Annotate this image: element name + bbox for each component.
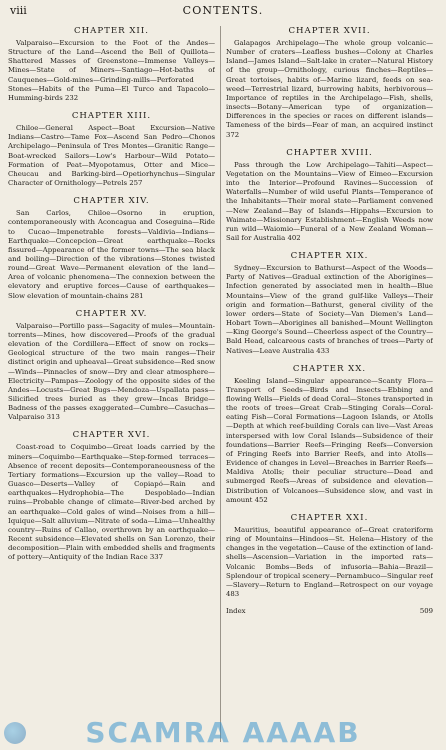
chapter-summary-text: Keeling Island—Singular appearance—Scanty Flora—Transport of Seeds—Birds and Insects—Ebbing and flowing Wells—Fields of dead Coral—Stones transported in the roots of trees—Great Crab—Stinging Corals—Coral-eating Fish—Coral Formations—Lagoon Islands, or Atolls—Depth at which reef-building Corals can live—Vast Areas interspersed with low Coral Islands—Subsidence of their foundations—Barrier Reefs—Fringing Reefs—Conversion of Fringing Reefs into Barrier Reefs, and into Atolls—Evidence of changes in Level—Breaches in Barrier Reefs—Maldiva Atolls; their peculiar structure—Dead and submerged Reefs—Areas of subsidence and elevation—Distribution of Volcanoes—Subsidence slow, and vast in amount	[226, 376, 433, 504]
chapter-page-number: 313	[46, 413, 60, 422]
chapter-title: CHAPTER XV.	[75, 308, 148, 319]
chapter-title: CHAPTER XVIII.	[286, 147, 373, 158]
chapter-page-number: 232	[64, 93, 79, 102]
chapter-page-number: 483	[226, 589, 240, 598]
chapter-page-number: 257	[129, 179, 143, 188]
index-page-number: 509	[419, 607, 433, 616]
chapter-summary-text: Pass through the Low Archipelago—Tahiti—Aspect—Vegetation on the Mountains—View of Eimeo—Excursion into the Interior—Profound Ravines—Succession of Waterfalls—Number of wild useful Plants—Temperance of the Inhabitants—Their moral state—Parliament convened—New Zealand—Bay of Islands—Hippahs—Excursion to Waimate—Missionary Establishment—English Weeds now run wild—Waiomio—Funeral of a New Zealand Woman—Sail for Australia	[226, 160, 433, 242]
chapter-entry	[226, 513, 433, 599]
chapter-summary	[226, 161, 433, 243]
chapter-summary-text: Chiloe—General Aspect—Boat Excursion—Native Indians—Castro—Tame Fox—Ascend San Pedro—Chonos Archipelago—Peninsula of Tres Montes—Granitic Range—Boat-wrecked Sailors—Low's Harbour—Wild Potato—Formation of Peat—Myopotamus, Otter and Mice—Cheucau and Barking-bird—Opetiorhynchus—Singular Character of Ornithology—Petrels	[8, 124, 215, 188]
chapter-summary-text: Sydney—Excursion to Bathurst—Aspect of the Woods—Party of Natives—Gradual extinction of the Aborigines—Infection generated by associated men in health—Blue Mountains—View of the grand gulf-like Valleys—Their origin and formation—Bathurst, general civility of the lower orders—State of Society—Van Diemen's Land—Hobart Town—Aborigines all banished—Mount Wellington—King George's Sound—Cheerless aspect of the Country—Bald Head, calcareous casts of branches of trees—Party of Natives—Leave Australia	[226, 264, 433, 355]
chapter-page-number: 337	[149, 553, 164, 562]
chapter-summary	[226, 377, 433, 505]
chapter-title: CHAPTER XVI.	[72, 430, 151, 441]
chapter-page-number: 402	[287, 233, 301, 242]
chapter-entry	[226, 148, 433, 243]
watermark-globe-icon	[4, 722, 26, 744]
chapter-summary-text: San Carlos, Chiloe—Osorno in eruption, contemporaneously with Aconcagua and Coseguina—Ride to Cucao—Impenetrable forests—Valdivia—Indians—Earthquake—Concepcion—Great earthquake—Rocks fissured—Appearance of the former towns—The sea black and boiling—Direction of the vibrations—Stones twisted round—Great Wave—Permanent elevation of the land—Area of volcanic phenomena—The connexion between the elevatory and eruptive forces—Cause of earthquakes—Slow elevation of mountain-chains	[8, 209, 215, 300]
chapter-summary	[8, 209, 215, 301]
chapter-title: CHAPTER XIII.	[71, 111, 152, 122]
right-column	[226, 26, 433, 744]
chapter-summary-text: Valparaiso—Portillo pass—Sagacity of mules—Mountain-torrents—Mines, how discovered—Proofs of the gradual elevation of the Cordillera—Effect of snow on rocks—Geological structure of the two main ranges—Their distinct origin and upheaval—Great subsidence—Red snow—Winds—Pinnacles of snow—Dry and clear atmosphere—Electricity—Pampas—Zoology of the opposite sides of the Andes—Locusts—Great Bugs—Mendoza—Uspallata pass—Silicified trees buried as they grew—Incas Bridge—Badness of the passes exaggerated—Cumbre—Casuchas—Valparaiso	[8, 321, 215, 422]
chapter-summary	[8, 39, 215, 103]
index-label: Index	[226, 607, 246, 616]
chapter-title: CHAPTER XII.	[74, 26, 149, 36]
chapter-entry	[226, 364, 433, 505]
chapter-summary-text: Galapagos Archipelago—The whole group volcanic—Number of craters—Leafless bushes—Colony at Charles Island—James Island—Salt-lake in crater—Natural History of the group—Ornithology, curious finches—Reptiles—Great tortoises, habits of—Marine lizard, feeds on sea-weed—Terrestrial lizard, burrowing habits, herbivorous—Importance of reptiles in the Archipelago—Fish, shells, insects—Botany—American type of organization—Differences in the species or races on different islands—Tameness of the birds—Fear of man, an acquired instinct	[226, 39, 433, 130]
chapter-page-number: 452	[254, 495, 268, 504]
page-title: CONTENTS.	[182, 4, 264, 17]
chapter-summary-text: Coast-road to Coquimbo—Great loads carried by the miners—Coquimbo—Earthquake—Step-formed terraces—Absence of recent deposits—Contemporaneousness of the Tertiary formations—Excursion up the valley—Road to Guasco—Deserts—Valley of Copiapó—Rain and earthquakes—Hydrophobia—The Despoblado—Indian ruins—Probable change of climate—River-bed arched by an earthquake—Cold gales of wind—Noises from a hill—Iquique—Salt alluvium—Nitrate of soda—Lima—Unhealthy country—Ruins of Callao, overthrown by an earthquake—Recent subsidence—Elevated shells on San Lorenzo, their decomposition—Plain with embedded shells and fragments of pottery—Antiquity of the Indian Race	[8, 443, 215, 562]
chapter-summary	[8, 124, 215, 188]
chapter-title: CHAPTER XXI.	[290, 512, 369, 523]
chapter-summary-text: Valparaiso—Excursion to the Foot of the Andes—Structure of the Land—Ascend the Bell of Quillota—Shattered Masses of Greenstone—Immense Valleys—Mines—State of Miners—Santiago—Hot-baths of Cauquenes—Gold-mines—Grinding-mills—Perforated Stones—Habits of the Puma—El Turco and Tapacolo—Humming-birds	[8, 39, 215, 102]
page-number: viii	[10, 4, 27, 17]
chapter-entry	[8, 430, 215, 562]
left-column	[8, 26, 215, 744]
chapter-entry	[8, 196, 215, 301]
chapter-entry	[226, 251, 433, 356]
watermark: SCAMRA AAAAB	[85, 716, 361, 749]
chapter-page-number: 372	[226, 130, 240, 139]
chapter-summary	[226, 264, 433, 356]
chapter-summary-text: Mauritius, beautiful appearance of—Great crateriform ring of Mountains—Hindoos—St. Helena—History of the changes in the vegetation—Cause of the extinction of land-shells—Ascension—Variation in the imported rats—Volcanic Bombs—Beds of infusoria—Bahia—Brazil—Splendour of tropical scenery—Pernambuco—Singular reef—Slavery—Return to England—Retrospect on our voyage	[226, 525, 433, 589]
chapter-page-number: 433	[316, 346, 330, 355]
index-entry	[226, 607, 433, 616]
column-divider	[220, 26, 221, 742]
chapter-title: CHAPTER XIX.	[290, 251, 369, 262]
chapter-summary	[226, 526, 433, 599]
chapter-entry	[8, 309, 215, 423]
chapter-entry	[226, 26, 433, 140]
chapter-title: CHAPTER XVII.	[288, 26, 371, 36]
page-header	[10, 4, 436, 20]
chapter-summary	[8, 443, 215, 562]
chapter-summary	[226, 39, 433, 140]
chapter-entry	[8, 111, 215, 188]
chapter-page-number: 281	[130, 291, 144, 300]
chapter-summary	[8, 322, 215, 423]
chapter-title: CHAPTER XIV.	[73, 196, 150, 207]
chapter-entry	[8, 26, 215, 103]
chapter-title: CHAPTER XX.	[292, 363, 367, 374]
